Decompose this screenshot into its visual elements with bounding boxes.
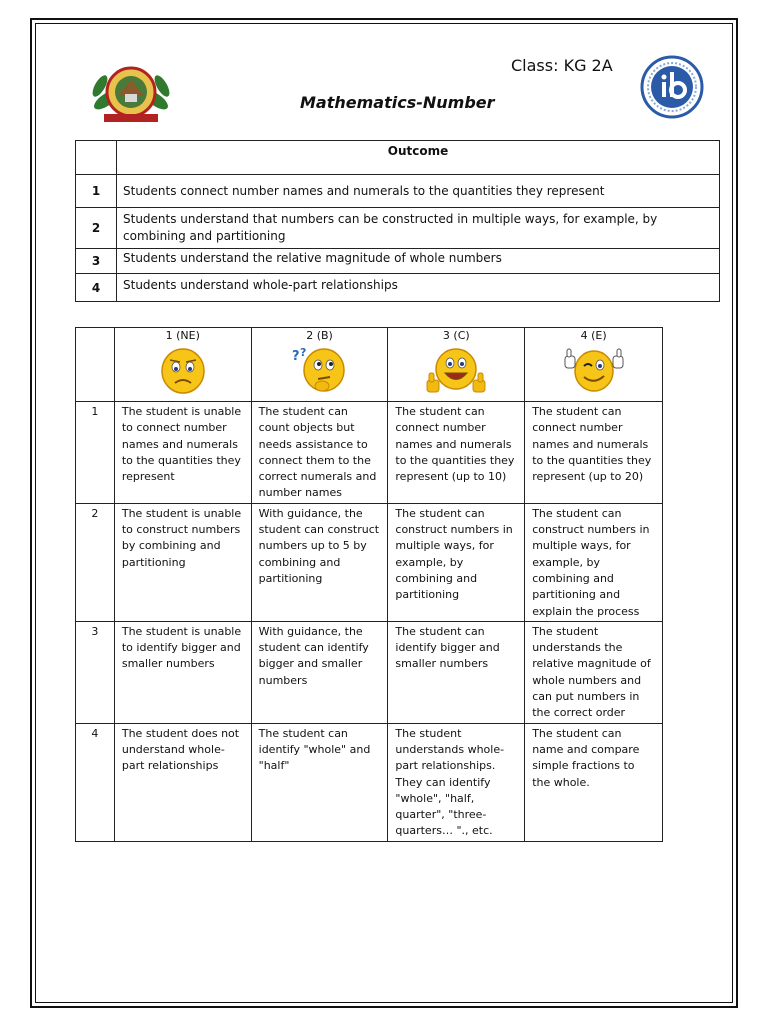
ib-logo <box>640 55 704 119</box>
level-header-1 <box>114 328 251 402</box>
rubric-row-number: 4 <box>76 723 115 841</box>
rubric-row-number: 1 <box>76 402 115 504</box>
level-label: 4 (E) <box>580 329 607 342</box>
worried-face-icon <box>160 346 206 394</box>
level-label: 2 (B) <box>306 329 333 342</box>
svg-text:?: ? <box>299 346 306 359</box>
level-header-3 <box>388 328 525 402</box>
rubric-cell: The student is unable to connect number names and numerals to the quantities they represent <box>114 402 251 504</box>
outcome-text: Students understand whole-part relationships <box>117 274 720 302</box>
rubric-row <box>76 621 663 723</box>
rubric-row-number: 3 <box>76 621 115 723</box>
rubric-row <box>76 402 663 504</box>
rubric-cell: The student is unable to identify bigger and smaller numbers <box>114 621 251 723</box>
outcome-heading: Outcome <box>117 141 720 175</box>
rubric-table <box>75 327 663 842</box>
svg-text:?: ? <box>291 349 300 364</box>
rubric-cell: The student does not understand whole-part relationships <box>114 723 251 841</box>
rubric-corner-cell <box>76 328 115 402</box>
rubric-cell: The student can identify bigger and smaller numbers <box>388 621 525 723</box>
thumbs-up-face-icon <box>423 346 489 394</box>
rubric-cell: The student can construct numbers in multiple ways, for example, by combining and partitioning and explain the process <box>525 503 663 621</box>
level-header-4 <box>525 328 663 402</box>
level-label: 3 (C) <box>442 329 470 342</box>
outcome-row <box>76 274 720 302</box>
outcome-number: 1 <box>76 175 117 208</box>
rubric-cell: The student understands whole-part relationships. They can identify "whole", "half, quarter", "three-quarters… "., etc. <box>388 723 525 841</box>
rubric-cell: With guidance, the student can identify bigger and smaller numbers <box>251 621 388 723</box>
outcome-number: 2 <box>76 208 117 249</box>
outcome-number: 4 <box>76 274 117 302</box>
outcome-row <box>76 249 720 274</box>
rubric-row <box>76 723 663 841</box>
rubric-cell: The student can count objects but needs assistance to connect them to the correct numerals and number names <box>251 402 388 504</box>
level-header-2 <box>251 328 388 402</box>
outcome-text: Students understand the relative magnitude of whole numbers <box>117 249 720 274</box>
rubric-row-number: 2 <box>76 503 115 621</box>
outcome-table <box>75 140 720 302</box>
rubric-cell: The student can construct numbers in multiple ways, for example, by combining and partitioning <box>388 503 525 621</box>
rubric-cell: The student can connect number names and numerals to the quantities they represent (up to 10) <box>388 402 525 504</box>
rubric-cell: The student can identify "whole" and "half" <box>251 723 388 841</box>
page-title: Mathematics-Number <box>300 93 495 112</box>
outcome-number: 3 <box>76 249 117 274</box>
outcome-corner-cell <box>76 141 117 175</box>
outcome-header-row <box>76 141 720 175</box>
outcome-text: Students connect number names and numerals to the quantities they represent <box>117 175 720 208</box>
outcome-text: Students understand that numbers can be constructed in multiple ways, for example, by combining and partitioning <box>117 208 720 249</box>
rubric-cell: With guidance, the student can construct numbers up to 5 by combining and partitioning <box>251 503 388 621</box>
thinking-face-icon <box>290 346 350 394</box>
rubric-cell: The student can name and compare simple fractions to the whole. <box>525 723 663 841</box>
level-label: 1 (NE) <box>165 329 200 342</box>
winking-thumbs-up-face-icon <box>563 346 625 394</box>
outcome-row <box>76 208 720 249</box>
rubric-row <box>76 503 663 621</box>
school-logo <box>86 56 176 126</box>
rubric-cell: The student can connect number names and numerals to the quantities they represent (up to 20) <box>525 402 663 504</box>
rubric-cell: The student understands the relative magnitude of whole numbers and can put numbers in the correct order <box>525 621 663 723</box>
rubric-cell: The student is unable to construct numbers by combining and partitioning <box>114 503 251 621</box>
class-label: Class: KG 2A <box>511 56 613 75</box>
rubric-level-row <box>76 328 663 402</box>
outcome-row <box>76 175 720 208</box>
